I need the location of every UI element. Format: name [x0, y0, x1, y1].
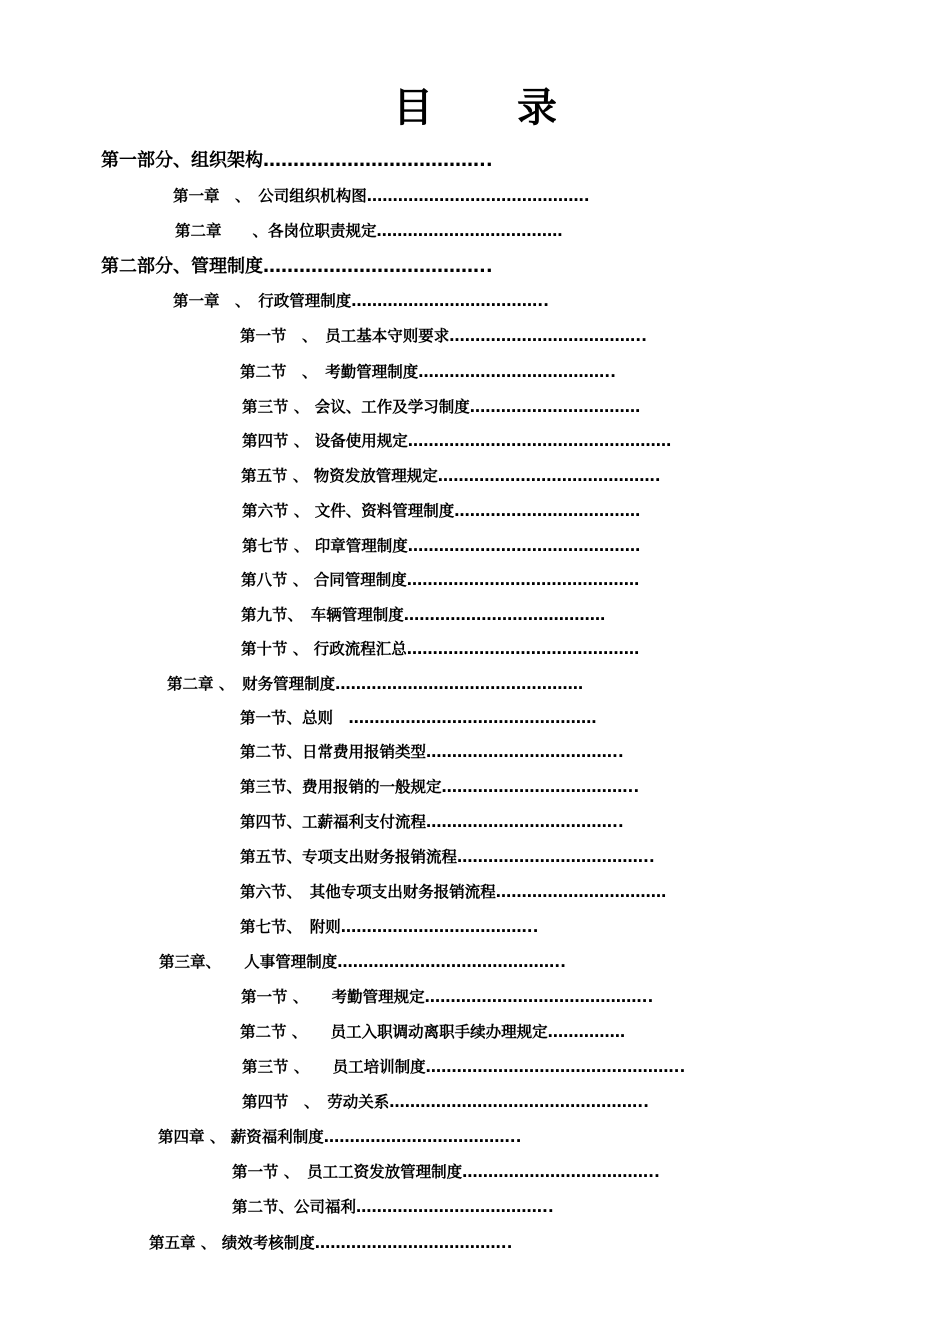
toc-entry: 第五章 、 绩效考核制度……………………………….. — [149, 1234, 513, 1252]
toc-entry: 第一节 、 员工工资发放管理制度……………………………….. — [232, 1163, 660, 1181]
toc-entry: 第九节、 车辆管理制度………………………………… — [241, 606, 606, 624]
toc-entry: 第二节 、 员工入职调动离职手续办理规定…………… — [240, 1023, 626, 1041]
title-char-2: 录 — [517, 85, 557, 131]
toc-entry: 第一节、总则 ………………………………………… — [240, 709, 597, 727]
title-char-1: 目 — [393, 85, 433, 131]
toc-entry: 第五节、专项支出财务报销流程……………………………….. — [240, 848, 655, 866]
toc-entry: 第一部分、组织架构……………………………….. — [101, 150, 493, 171]
toc-entry: 第一节 、 员工基本守则要求……………………………….. — [240, 327, 648, 345]
page-title — [0, 76, 950, 133]
toc-entry: 第二节、公司福利……………………………….. — [232, 1198, 554, 1216]
toc-entry: 第三节 、 会议、工作及学习制度…………………………… — [242, 398, 641, 416]
toc-entry: 第一章 、 行政管理制度……………………………….. — [173, 292, 550, 310]
toc-entry: 第六节 、 文件、资料管理制度……………………………… — [242, 502, 641, 520]
toc-entry: 第八节 、 合同管理制度……………………………………… — [241, 571, 640, 589]
toc-entry: 第四章 、 薪资福利制度……………………………….. — [158, 1128, 522, 1146]
toc-entry: 第七节、 附则……………………………….. — [240, 918, 539, 936]
toc-entry: 第四节 、 劳动关系………………………………………….. — [242, 1093, 650, 1111]
toc-entry: 第一节 、 考勤管理规定…………………………………….. — [241, 988, 654, 1006]
toc-entry: 第五节 、 物资发放管理规定……………………………………. — [241, 467, 661, 485]
toc-entry: 第三节、费用报销的一般规定……………………………….. — [240, 778, 640, 796]
toc-entry: 第三章、 人事管理制度…………………………………….. — [159, 953, 567, 971]
toc-entry: 第十节 、 行政流程汇总……………………………………… — [241, 640, 640, 658]
toc-entry: 第二章 、 财务管理制度………………………………………… — [167, 675, 584, 693]
toc-entry: 第七节 、 印章管理制度……………………………………… — [242, 537, 641, 555]
toc-entry: 第六节、 其他专项支出财务报销流程…………………………… — [240, 883, 667, 901]
toc-entry: 第四节、工薪福利支付流程……………………………….. — [240, 813, 624, 831]
toc-entry: 第二章 、各岗位职责规定……………………………… — [175, 222, 563, 240]
toc-entry: 第三节 、 员工培训制度………………………………………….. — [242, 1058, 686, 1076]
toc-entry: 第一章 、 公司组织机构图……………………………………. — [173, 187, 590, 205]
toc-entry: 第二节 、 考勤管理制度……………………………….. — [240, 363, 617, 381]
toc-entry: 第二节、日常费用报销类型……………………………….. — [240, 743, 624, 761]
toc-entry: 第四节 、 设备使用规定…………………………………………… — [242, 432, 672, 450]
toc-entry: 第二部分、管理制度……………………………….. — [101, 256, 493, 277]
